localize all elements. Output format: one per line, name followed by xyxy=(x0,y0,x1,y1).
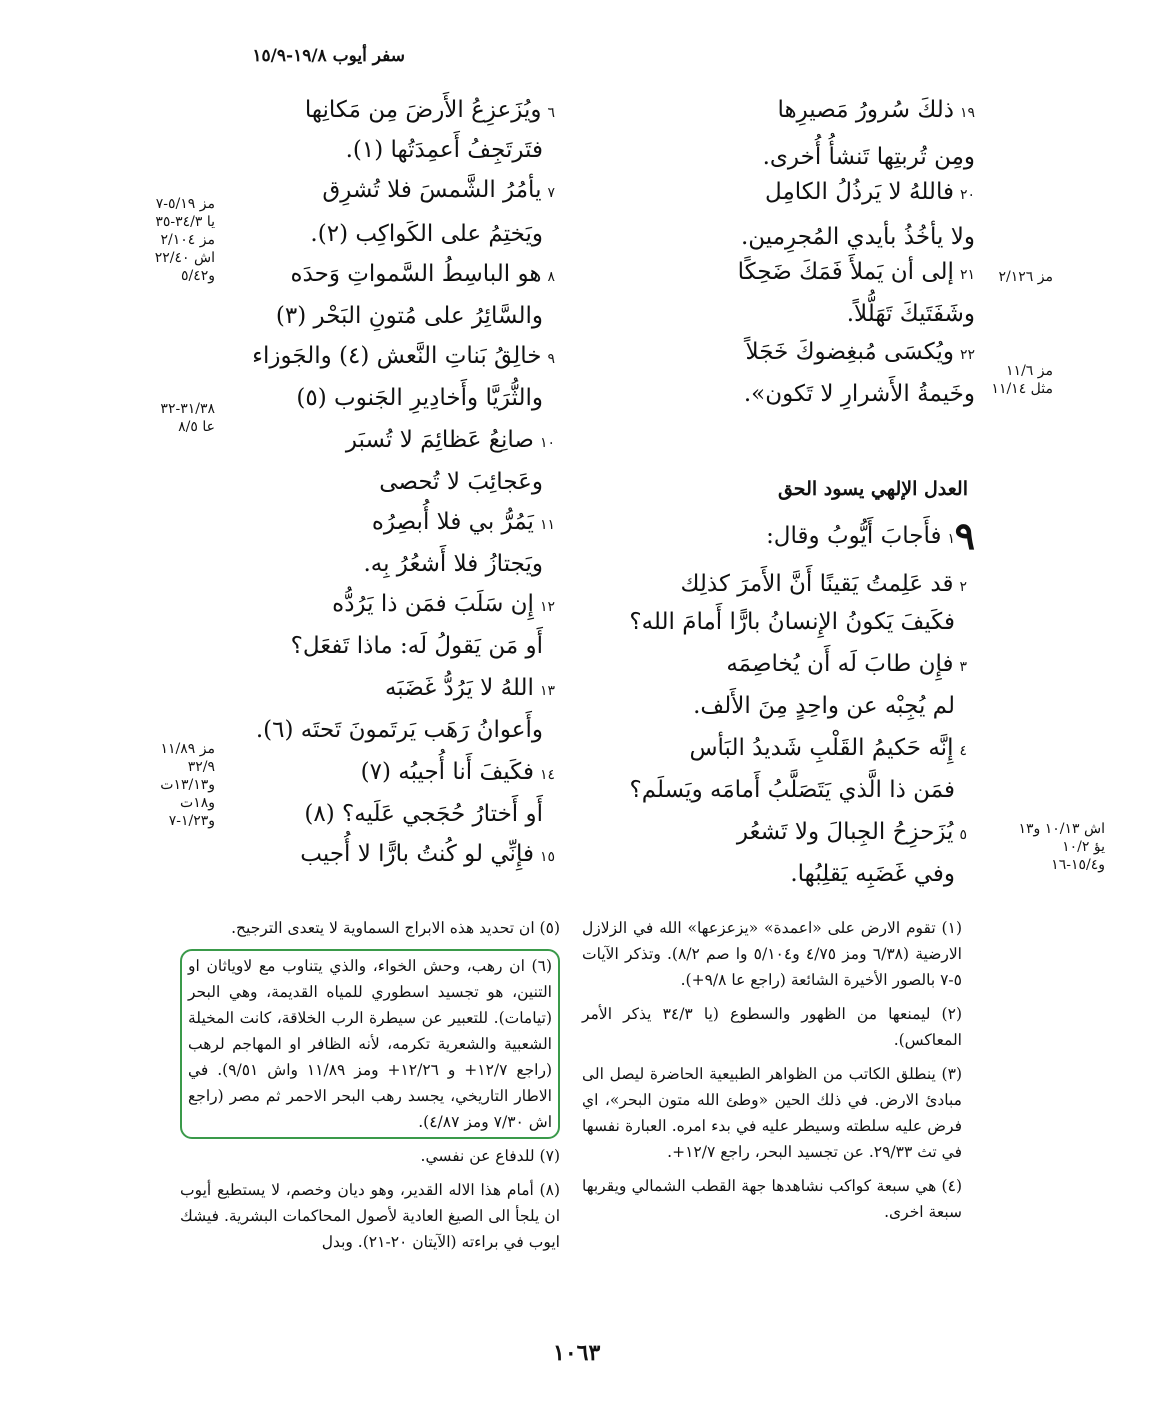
verse-line: أَو أَختارُ حُجَجي عَلَيه؟ (٨) xyxy=(304,801,543,827)
verse-line: ١٠صانِعُ عَظائِمَ لا تُسبَر xyxy=(345,427,555,453)
verse-line: وشَفَتَيكَ تَهَلُّلاً. xyxy=(846,301,975,327)
verse-line: ويَختِمُ على الكَواكِب (٢). xyxy=(310,221,543,247)
verse-line: ٩خالِقُ بَناتِ النَّعش (٤) والجَوزاء xyxy=(252,343,555,369)
verse-line: ١١يَمُرُّ بي فلا أُبصِرُه xyxy=(371,509,555,535)
footnote: (٤) هي سبعة كواكب نشاهدها جهة القطب الشمالي ويقربها سبعة اخرى. xyxy=(582,1177,962,1221)
verse-line: ١٩ذلكَ سُرورُ مَصيرِها xyxy=(777,97,975,123)
page-header: سفر أيوب ١٩/٨-١٥/٩ xyxy=(252,46,405,66)
verse-line: ١٢إِن سَلَبَ فمَن ذا يَرُدُّه xyxy=(332,591,555,617)
verse-line: لم يُجِبْه عن واحِدٍ مِنَ الأَلف. xyxy=(693,693,955,719)
verse-line: ٤إِنَّه حَكيمُ القَلْبِ شَديدُ البَأس xyxy=(689,735,967,761)
verse-line: ٢قد عَلِمتُ يَقينًا أَنَّ الأَمرَ كذلِك xyxy=(680,571,967,597)
verse-line: ٣فإِن طابَ لَه أَن يُخاصِمَه xyxy=(726,651,967,677)
verse-line: ٦ويُزَعزِعُ الأَرضَ مِن مَكانِها xyxy=(304,97,555,123)
verse-line: فمَن ذا الَّذي يَتَصَلَّبُ أَمامَه ويَسلَم؟ xyxy=(629,777,955,803)
footnote: (٥) ان تحديد هذه الابراج السماوية لا يتعدى الترجيح. xyxy=(231,919,560,937)
verse-line: ٥يُزَحزِحُ الجِبالَ ولا تَشعُر xyxy=(736,819,967,845)
verse-line: ١٣اللهُ لا يَرُدُّ غَضَبَه xyxy=(384,675,555,701)
margin-references: اش ١٠/١٣ و١٣ يؤ ١٠/٢ و١٥/٤-١٦ xyxy=(1018,821,1105,873)
verse-line: أَو مَن يَقولُ لَه: ماذا تَفعَل؟ xyxy=(290,633,543,659)
verse-line: ٧يأمُرُ الشَّمسَ فلا تُشرِق xyxy=(322,177,555,203)
verse-line: ٢١إلى أن يَملأَ فَمَكَ ضَحِكًا xyxy=(737,259,975,285)
margin-references: مز ٥/١٩-٧ يا ٣٤/٣-٣٥ مز ٢/١٠٤ اش ٢٢/٤٠ و٥/٤٢ xyxy=(154,196,215,284)
verse-line: وفي غَضَبِه يَقلِبُها. xyxy=(790,861,955,887)
page-number: ١٠٦٣ xyxy=(553,1340,601,1366)
verse-line: ويَجتازُ فلا أَشعُرُ بِه. xyxy=(363,551,543,577)
verse-line: ٢٠فاللهُ لا يَرذُلُ الكامِل xyxy=(765,179,975,205)
footnote: (٣) ينطلق الكاتب من الظواهر الطبيعية الحاضرة ليصل الى مبادئ الارض. في ذلك الحين «وطئ الله متون البحر»، اي فرض عليه سلطته وسيطر عليه في بدء امره. العبارة نفسها في تث ٢٩/٣٣. عن تجسيد البحر، راجع ١٢/٧+. xyxy=(582,1065,962,1161)
chapter-number: ٩ xyxy=(954,513,975,558)
verse-line: ومِن تُربتِها تَنشأُ أُخرى. xyxy=(762,144,975,170)
footnotes-right xyxy=(582,915,962,1233)
verse-line: ١فأَجابَ أَيُّوبُ وقال: xyxy=(766,523,955,549)
section-heading: العدل الإلهي يسود الحق xyxy=(777,478,968,500)
footnote: (٦) ان رهب، وحش الخواء، والذي يتناوب مع لاوياثان او التنين، هو تجسيد اسطوري للمياه القديمة، وهي البحر (تيامات). للتعبير عن سيطرة الرب الخلاقة، كانت المخيلة الشعبية والشعرية تكرمه، لأنه الظافر او المهاجم لرهب (راجع ١٢/٧+ و ١٢/٢٦+ ومز ١١/٨٩ واش ٩/٥١). في الاطار التاريخي، يجسد رهب البحر الاحمر ثم مصر (راجع اش ٧/٣٠ ومز ٤/٨٧). xyxy=(188,957,552,1131)
verse-line: والسَّائِرُ على مُتونِ البَحْر (٣) xyxy=(275,303,543,329)
highlighted-footnote-box xyxy=(180,949,560,1139)
verse-line: ٢٢ويُكسَى مُبغِضوكَ خَجَلاً xyxy=(745,339,975,365)
verse-line: وخَيمةُ الأَشرارِ لا تَكون». xyxy=(743,381,975,407)
footnote: (١) تقوم الارض على «اعمدة» «يزعزعها» الله في الزلازل الارضية (٦/٣٨ ومز ٤/٧٥ و٥/١٠٤ وا صم ٨/٢). وتذكر الآيات ٥-٧ بالصور الأخيرة الشائعة (راجع عا ٩/٨+). xyxy=(582,919,962,989)
margin-references: مز ١١/٨٩ ٣٢/٩ و١٣/١٣ت و١٨ت و١/٢٣-٧ xyxy=(160,741,215,829)
margin-references: ٣١/٣٨-٣٢ عا ٨/٥ xyxy=(160,401,215,435)
verse-line: ١٥فإِنِّي لو كُنتُ بارًّا لا أُجيب xyxy=(300,841,555,867)
margin-references: مز ١١/٦ مثل ١١/١٤ xyxy=(991,363,1053,397)
verse-line: ولا يأخُذُ بأيدي المُجرِمين. xyxy=(740,224,975,250)
verse-line: فتَرتَجِفُ أَعمِدَتُها (١). xyxy=(345,137,543,163)
footnotes-left xyxy=(180,915,560,1263)
verse-line: والثُّرَيَّا وأَخادِيرِ الجَنوب (٥) xyxy=(296,385,543,411)
footnote: (٢) ليمنعها من الظهور والسطوع (يا ٣٤/٣ يذكر الأمر المعاكس). xyxy=(582,1005,962,1049)
footnote: (٨) أمام هذا الاله القدير، وهو ديان وخصم، لا يستطيع أيوب ان يلجأ الى الصيغ العادية لأصول المحاكمات البشرية. فيشك ايوب في براءته (الآيتان ٢٠-٢١). وبدل xyxy=(180,1181,560,1251)
verse-line: ٨هو الباسِطُ السَّمواتِ وَحدَه xyxy=(290,261,555,287)
verse-line: فكَيفَ يَكونُ الإِنسانُ بارًّا أَمامَ الله؟ xyxy=(629,609,955,635)
verse-line: وعَجائِبَ لا تُحصى xyxy=(379,469,543,495)
verse-line: وأَعوانُ رَهَب يَرتَمونَ تَحتَه (٦). xyxy=(255,717,543,743)
footnote: (٧) للدفاع عن نفسي. xyxy=(420,1147,560,1165)
verse-line: ١٤فكَيفَ أَنا أُجيبُه (٧) xyxy=(360,759,555,785)
margin-references: مز ٢/١٢٦ xyxy=(998,269,1053,285)
